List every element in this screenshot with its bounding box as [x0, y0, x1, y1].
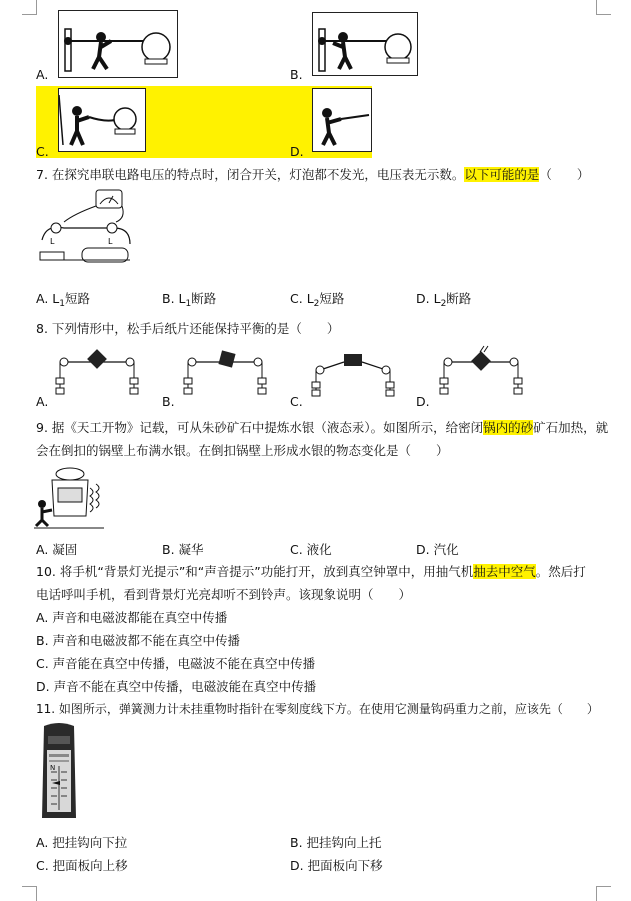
q9-furnace-figure	[34, 462, 114, 532]
q9-stem-line2: 会在倒扣的锅壁上布满水银。在倒扣锅壁上形成水银的物态变化是（ ）	[36, 443, 449, 458]
q8-option-d[interactable]: D.	[416, 394, 430, 409]
q8-figure-a	[52, 348, 142, 402]
q6-option-a[interactable]: A.	[36, 67, 49, 82]
q7-option-a[interactable]: A. $L_1$短路	[36, 291, 91, 309]
crop-mark-bottom-left	[22, 886, 37, 901]
q7-stem-highlight: 以下可能的是	[464, 167, 540, 182]
q10-stem-highlight: 抽去中空气	[473, 564, 536, 579]
q8-figure-d	[436, 344, 526, 402]
q11-option-b[interactable]: B. 把挂钩向上托	[290, 835, 382, 850]
q9-option-d[interactable]: D. 汽化	[416, 542, 459, 557]
q8-figure-b	[180, 348, 270, 402]
q9-stem-highlight: 锅内的砂	[483, 420, 534, 435]
q7-option-d[interactable]: D. $L_2$断路	[416, 291, 472, 309]
q6-figure-c	[58, 88, 146, 152]
q10-option-a[interactable]: A. 声音和电磁波都能在真空中传播	[36, 610, 228, 625]
q8-option-a[interactable]: A.	[36, 394, 49, 409]
q11-stem: 11. 如图所示，弹簧测力计未挂重物时指针在零刻度线下方。在使用它测量钩码重力之前，应该先（ ）	[36, 702, 599, 716]
q11-option-c[interactable]: C. 把面板向上移	[36, 858, 128, 873]
svg-text:L: L	[108, 237, 113, 246]
q6-option-b[interactable]: B.	[290, 67, 303, 82]
q7-stem	[36, 165, 589, 183]
scale-unit-label: N	[50, 764, 56, 772]
spring-scale-figure	[38, 722, 80, 820]
q11-option-d[interactable]: D. 把面板向下移	[290, 858, 383, 873]
q6-option-d[interactable]: D.	[290, 144, 304, 159]
q7-option-b[interactable]: B. $L_1$断路	[162, 291, 217, 309]
q6-option-c[interactable]: C.	[36, 144, 49, 159]
q9-option-c[interactable]: C. 液化	[290, 542, 332, 557]
q8-stem: 8. 下列情形中，松手后纸片还能保持平衡的是（ ）	[36, 321, 340, 336]
crop-mark-bottom-right	[596, 886, 611, 901]
svg-text:L: L	[50, 237, 55, 246]
crop-mark-top-right	[596, 0, 611, 15]
q7-stem-text: 7. 在探究串联电路电压的特点时，闭合开关，灯泡都不发光，电压表无示数。	[36, 167, 465, 182]
q10-stem-line1: 10. 将手机“背景灯光提示”和“声音提示”功能打开，放到真空钟罩中，用抽气机抽去中空气。然后打	[36, 564, 586, 579]
q10-option-b[interactable]: B. 声音和电磁波都不能在真空中传播	[36, 633, 241, 648]
q8-option-b[interactable]: B.	[162, 394, 175, 409]
q10-option-c[interactable]: C. 声音能在真空中传播，电磁波不能在真空中传播	[36, 656, 316, 671]
q8-figure-c	[308, 348, 398, 402]
q6-figure-b	[312, 12, 418, 76]
q6-figure-d	[312, 88, 372, 152]
q7-circuit-figure	[34, 188, 134, 270]
q7-option-c[interactable]: C. $L_2$短路	[290, 291, 345, 309]
q11-option-a[interactable]: A. 把挂钩向下拉	[36, 835, 128, 850]
q7-paren: （ ）	[539, 167, 590, 182]
q6-figure-a	[58, 10, 178, 78]
q8-option-c[interactable]: C.	[290, 394, 303, 409]
q9-option-b[interactable]: B. 凝华	[162, 542, 204, 557]
crop-mark-top-left	[22, 0, 37, 15]
q10-option-d[interactable]: D. 声音不能在真空中传播，电磁波能在真空中传播	[36, 679, 317, 694]
q10-stem-line2: 电话呼叫手机，看到背景灯光亮却听不到铃声。该现象说明（ ）	[36, 587, 412, 602]
q9-option-a[interactable]: A. 凝固	[36, 542, 78, 557]
q9-stem-line1: 9. 据《天工开物》记载，可从朱砂矿石中提炼水银（液态汞）。如图所示，给密闭锅内的砂矿石加热，就	[36, 420, 609, 435]
